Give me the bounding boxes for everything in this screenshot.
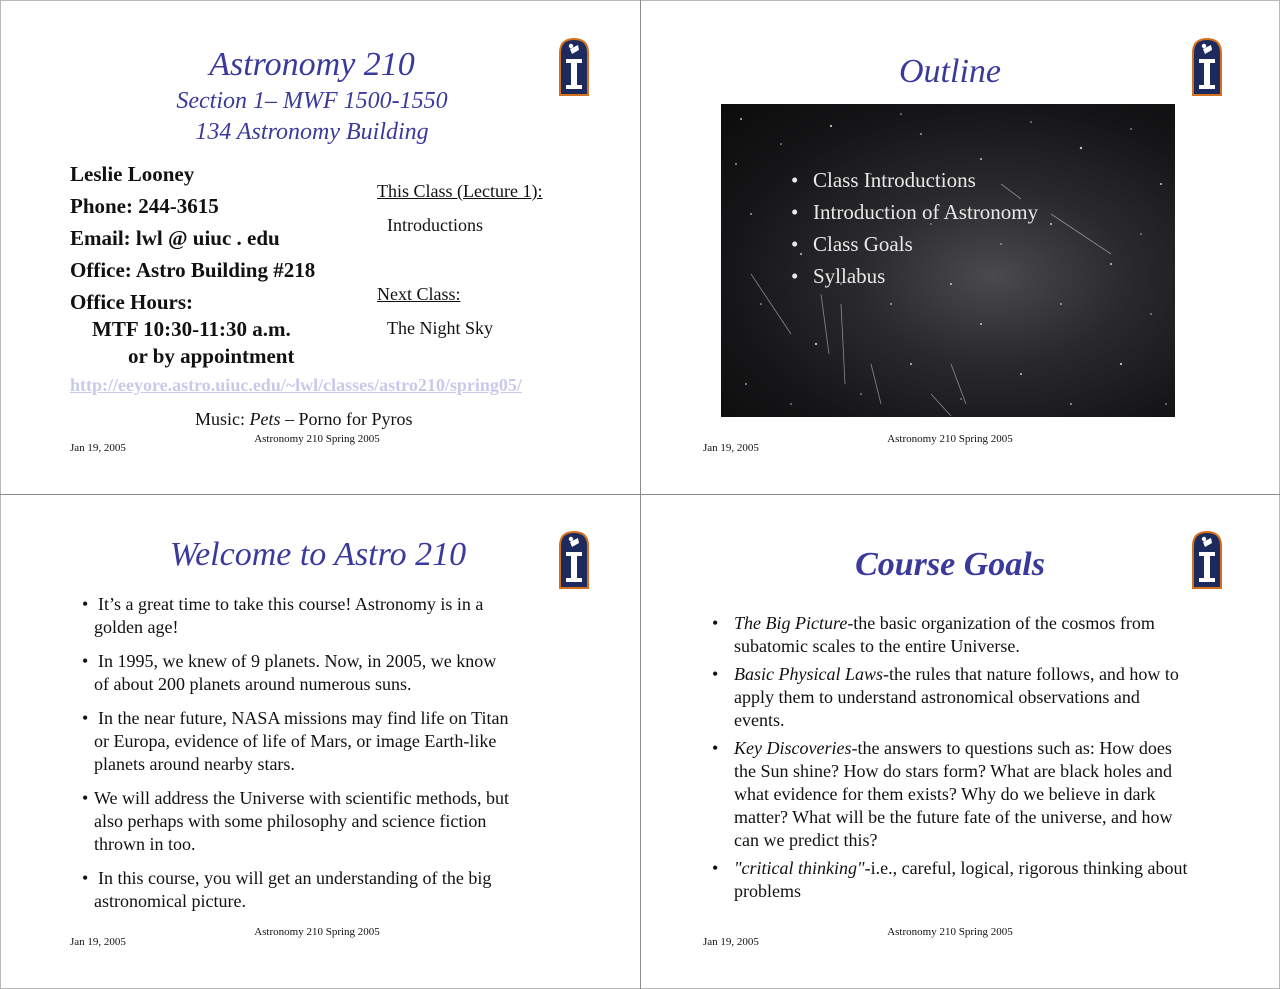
list-item-text: Syllabus [813, 264, 886, 288]
illinois-logo-icon [558, 37, 590, 97]
footer-date: Jan 19, 2005 [703, 936, 759, 948]
list-item-line: In the near future, NASA missions may find life on Titan [98, 708, 509, 728]
bullet: • [712, 858, 719, 878]
slide-title: Welcome to Astro 210 [169, 536, 467, 573]
list-item-text: Introduction of Astronomy [813, 200, 1039, 224]
bullet: • [82, 868, 89, 888]
footer-course: Astronomy 210 Spring 2005 [254, 433, 380, 445]
list-item-line: We will address the Universe with scientific methods, but [94, 788, 509, 808]
office-hours-alt: or by appointment [128, 344, 295, 368]
list-item [82, 867, 552, 913]
night-sky-photo [721, 104, 1175, 417]
bullet: • [82, 594, 89, 614]
section-info: Section 1– MWF 1500-1550 [176, 88, 448, 114]
email: Email: lwl @ uiuc . edu [70, 226, 280, 250]
illinois-logo-icon [1191, 37, 1223, 97]
bullet: • [82, 788, 89, 808]
goals-list [710, 612, 1190, 903]
bullet: • [791, 200, 799, 224]
list-item-line: thrown in too. [94, 834, 196, 854]
footer-course: Astronomy 210 Spring 2005 [887, 926, 1013, 938]
office-hours-label: Office Hours: [70, 290, 194, 314]
list-item [82, 650, 552, 696]
goal-term: The Big Picture [734, 613, 848, 633]
list-item-line: golden age! [94, 617, 179, 637]
office: Office: Astro Building #218 [70, 258, 316, 282]
bullet: • [712, 613, 719, 633]
bullet: • [791, 264, 799, 288]
outline-list [791, 164, 1038, 292]
goal-term: "critical thinking" [734, 858, 865, 878]
this-class-value: Introductions [387, 215, 483, 235]
next-class-label: Next Class: [377, 284, 461, 304]
music-suffix: – Porno for Pyros [280, 409, 413, 429]
goal-text: -the basic organization of the cosmos from subatomic scales to the entire Universe. [734, 613, 1155, 656]
illinois-logo-icon [558, 530, 590, 590]
music-title: Pets [249, 409, 281, 429]
footer-course: Astronomy 210 Spring 2005 [887, 433, 1013, 445]
list-item [791, 228, 1038, 260]
slide-title: Course Goals [855, 546, 1045, 583]
music-line [195, 409, 413, 430]
phone: Phone: 244-3615 [70, 194, 219, 218]
room-info: 134 Astronomy Building [195, 119, 429, 145]
slide-3 [0, 494, 640, 989]
list-item-line: also perhaps with some philosophy and science fiction [94, 811, 487, 831]
list-item [791, 164, 1038, 196]
footer-date: Jan 19, 2005 [703, 442, 759, 454]
footer-date: Jan 19, 2005 [70, 442, 126, 454]
list-item [82, 787, 552, 856]
bullet: • [712, 664, 719, 684]
list-item-line: astronomical picture. [94, 891, 246, 911]
welcome-list [82, 593, 552, 913]
footer-date: Jan 19, 2005 [70, 936, 126, 948]
slide-title: Astronomy 210 [209, 46, 415, 83]
goal-term: Key Discoveries [734, 738, 852, 758]
list-item [710, 612, 1190, 658]
instructor-name: Leslie Looney [70, 162, 195, 186]
next-class-value: The Night Sky [387, 318, 493, 338]
list-item [791, 196, 1038, 228]
music-prefix: Music: [195, 409, 250, 429]
list-item [710, 857, 1190, 903]
office-hours-time: MTF 10:30-11:30 a.m. [92, 317, 291, 341]
slide-1 [0, 0, 640, 494]
list-item-line: In this course, you will get an understanding of the big [98, 868, 492, 888]
list-item [82, 707, 552, 776]
this-class-label: This Class (Lecture 1): [377, 181, 543, 201]
list-item [791, 260, 1038, 292]
list-item-line: of about 200 planets around numerous suns. [94, 674, 412, 694]
illinois-logo-icon [1191, 530, 1223, 590]
list-item-line: planets around nearby stars. [94, 754, 295, 774]
goal-text: -i.e., careful, logical, rigorous thinking about problems [734, 858, 1188, 901]
slide-2 [640, 0, 1280, 494]
list-item-line: In 1995, we knew of 9 planets. Now, in 2005, we know [98, 651, 497, 671]
goal-text: -the rules that nature follows, and how to apply them to understand astronomical observations and events. [734, 664, 1179, 730]
bullet: • [791, 168, 799, 192]
slide-title: Outline [899, 53, 1001, 90]
list-item [82, 593, 552, 639]
list-item-line: It’s a great time to take this course! Astronomy is in a [98, 594, 484, 614]
goal-text: -the answers to questions such as: How does the Sun shine? How do stars form? What are black holes and what evidence for them exists? Why do we believe in dark matter? What will be the future fate of the universe, and how can we predict this? [734, 738, 1173, 850]
footer-course: Astronomy 210 Spring 2005 [254, 926, 380, 938]
bullet: • [712, 738, 719, 758]
list-item-text: Class Goals [813, 232, 913, 256]
list-item-text: Class Introductions [813, 168, 976, 192]
list-item [710, 737, 1190, 852]
goal-term: Basic Physical Laws [734, 664, 883, 684]
list-item-line: or Europa, evidence of life of Mars, or image Earth-like [94, 731, 497, 751]
slide-4 [640, 494, 1280, 989]
bullet: • [82, 708, 89, 728]
list-item [710, 663, 1190, 732]
course-url-link[interactable]: http://eeyore.astro.uiuc.edu/~lwl/classes/astro210/spring05/ [70, 375, 522, 395]
bullet: • [791, 232, 799, 256]
bullet: • [82, 651, 89, 671]
